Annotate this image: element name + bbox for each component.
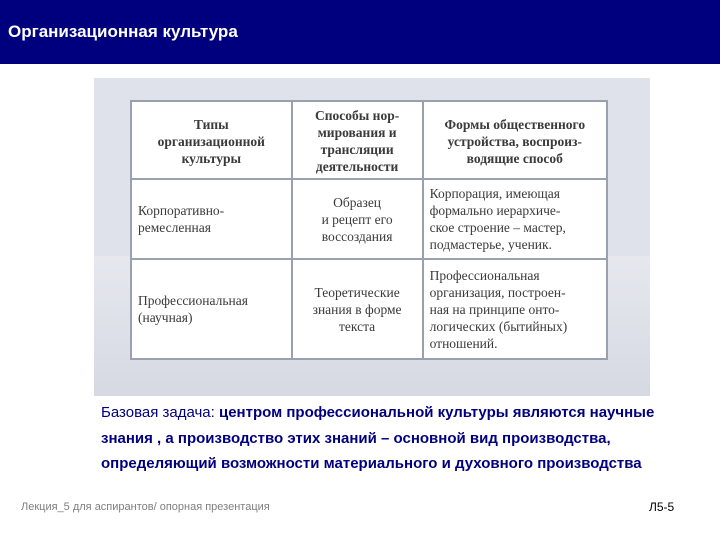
table-cell: Корпорация, имеющая формально иерархиче- ское строение – мастер, подмастерье, ученик.	[423, 179, 607, 259]
basic-task-text: являются научные знания , а производство этих знаний – основной вид производства, определяющий возможности материального и духовного производства	[101, 404, 655, 472]
basic-task-lead: центром профессиональной культуры	[214, 404, 509, 421]
table-cell: Профессиональная организация, построен- ная на принципе онто- логических (бытийных) отношений.	[423, 259, 607, 359]
table-row	[131, 259, 607, 359]
table-cell: Профессиональная (научная)	[131, 259, 292, 359]
table-header-cell: Формы общественного устройства, воспроиз- водящие способ	[423, 101, 607, 179]
table-image-panel	[94, 78, 650, 393]
culture-table	[130, 100, 608, 360]
title-bar	[0, 0, 720, 64]
slide-title: Организационная культура	[8, 22, 238, 41]
slide-number: Л5-5	[649, 500, 675, 514]
footer-caption: Лекция_5 для аспирантов/ опорная презентация	[21, 501, 270, 513]
basic-task-label: Базовая задача:	[101, 404, 215, 421]
table-header-cell: Способы нор- мирования и трансляции деятельности	[292, 101, 423, 179]
table-row	[131, 179, 607, 259]
table-cell: Образец и рецепт его воссоздания	[292, 179, 423, 259]
table-cell: Корпоративно- ремесленная	[131, 179, 292, 259]
basic-task-paragraph	[101, 400, 661, 477]
table-header-row	[131, 101, 607, 179]
table-cell: Теоретические знания в форме текста	[292, 259, 423, 359]
table-header-cell: Типы организационной культуры	[131, 101, 292, 179]
